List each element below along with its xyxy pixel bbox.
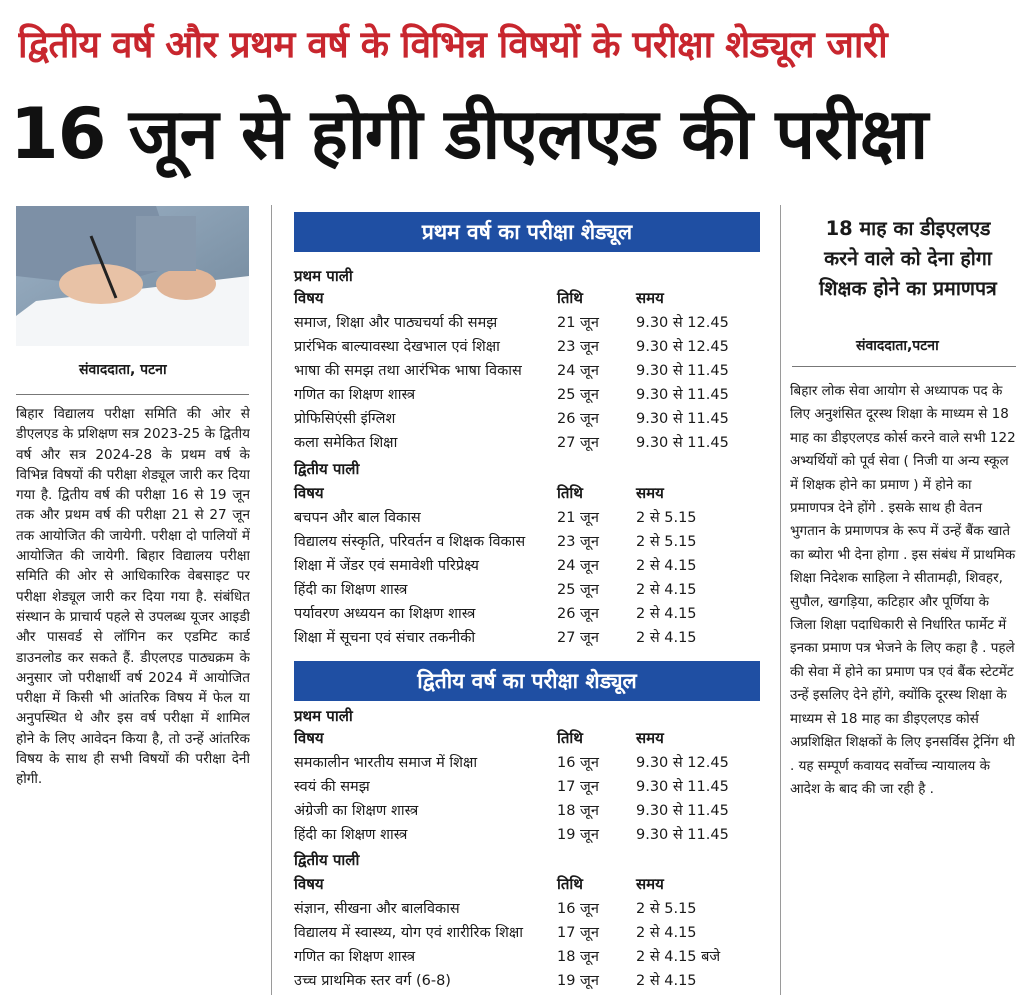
schedule-time: 2 से 4.15: [636, 582, 697, 598]
schedule-row: [294, 898, 764, 920]
left-article-text: बिहार विद्यालय परीक्षा समिति की ओर से डीएलएड के प्रशिक्षण सत्र 2023-25 के द्वितीय वर्ष और सत्र 2024-28 के प्रथम वर्ष के विभिन्न विषयों की परीक्षा शेड्यूल जारी कर दिया गया है. द्वितीय वर्ष की परीक्षा 16 से 19 जून तक और प्रथम वर्ष की परीक्षा 21 से 27 जून तक आयोजित की जायेगी. परीक्षा दो पालियों में आयोजित की जायेगी. बिहार विद्यालय परीक्षा समिति की ओर से आधिकारिक वेबसाइट पर परीक्षा शेड्यूल जारी कर दिया गया है. संबंधित संस्थान के प्राचार्य पहले से उपलब्ध यूजर आइडी और पासवर्ड से लॉगिन कर एडमिट कार्ड डाउनलोड कर सकते हैं. डीएलएड पाठ्यक्रम के अनुसार जो परीक्षार्थी वर्ष 2024 में आयोजित परीक्षा में किसी भी आंतरिक विषय में फेल या अनुपस्थित थे और इस वर्ष परीक्षा में शामिल होने के लिए आवेदन किया है, तो उन्हें आंतरिक विषय के साथ ही सभी विषयों की परीक्षा देनी होगी.: [16, 406, 250, 788]
header-date: तिथि: [557, 875, 583, 893]
schedule-date: 17 जून: [557, 925, 599, 941]
schedule-time: 9.30 से 11.45: [636, 411, 729, 427]
schedule-row: [294, 946, 764, 968]
left-byline: संवाददाता, पटना: [79, 362, 167, 378]
schedule-time: 2 से 5.15: [636, 534, 697, 550]
schedule-row: [294, 336, 764, 358]
second-year-shift1-label: प्रथम पाली: [294, 707, 353, 725]
first-year-shift1-label: प्रथम पाली: [294, 267, 353, 285]
schedule-time: 9.30 से 11.45: [636, 779, 729, 795]
schedule-date: 23 जून: [557, 534, 599, 550]
schedule-time: 9.30 से 11.45: [636, 387, 729, 403]
schedule-time: 9.30 से 11.45: [636, 827, 729, 843]
schedule-row: [294, 507, 764, 529]
schedule-time: 2 से 4.15: [636, 630, 697, 646]
right-article-text: बिहार लोक सेवा आयोग से अध्यापक पद के लिए अनुशंसित दूरस्थ शिक्षा के माध्यम से 18 माह का डीइएलएड कोर्स करने वाले सभी 122 अभ्यर्थियों को पूर्व सेवा ( निजी या अन्य स्कूल में शिक्षक होने का प्रमाण ) में होने का प्रमाणपत्र देने होंगे . इसके साथ ही वेतन भुगतान के प्रमाणपत्र के रूप में उन्हें बैंक खाते का ब्योरा भी देना होगा . इस संबंध में प्राथमिक शिक्षा निदेशक साहिला ने सीतामढ़ी, शिवहर, सुपौल, खगड़िया, कटिहार और पूर्णिया के जिला शिक्षा पदाधिकारी से निर्धारित फार्मेट में इनका प्रमाण पत्र भेजने के लिए कहा है . पहले की सेवा में होने का प्रमाण पत्र एवं बैंक स्टेटमेंट उन्हें इसलिए देने होंगे, क्योंकि दूरस्थ शिक्षा के माध्यम से 18 माह का डीइएलएड कोर्स अप्रशिक्षित शिक्षकों के लिए इनसर्विस ट्रेनिंग थी . यह सम्पूर्ण कवायद सर्वोच्च न्यायालय के आदेश के बाद की जा रही है .: [790, 383, 1016, 797]
schedule-row: [294, 312, 764, 334]
right-headline: [798, 214, 1018, 304]
schedule-subject: बचपन और बाल विकास: [294, 510, 421, 526]
schedule-date: 25 जून: [557, 387, 599, 403]
schedule-date: 27 जून: [557, 630, 599, 646]
schedule-row: [294, 603, 764, 625]
schedule-row: [294, 627, 764, 649]
schedule-row: [294, 360, 764, 382]
schedule-date: 17 जून: [557, 779, 599, 795]
schedule-subject: हिंदी का शिक्षण शास्त्र: [294, 582, 408, 598]
writing-hand-photo: [16, 206, 249, 346]
right-headline-line: 18 माह का डीइएलएड: [825, 217, 991, 240]
schedule-row: [294, 384, 764, 406]
schedule-date: 18 जून: [557, 949, 599, 965]
schedule-subject: गणित का शिक्षण शास्त्र: [294, 949, 416, 965]
header-date: तिथि: [557, 289, 583, 307]
schedule-date: 18 जून: [557, 803, 599, 819]
header-date: तिथि: [557, 729, 583, 747]
left-byline-rule: [16, 394, 249, 395]
schedule-time: 9.30 से 12.45: [636, 755, 729, 771]
schedule-date: 27 जून: [557, 435, 599, 451]
schedule-date: 16 जून: [557, 755, 599, 771]
schedule-row: [294, 922, 764, 944]
schedule-subject: विद्यालय में स्वास्थ्य, योग एवं शारीरिक शिक्षा: [294, 925, 523, 941]
first-year-title: प्रथम वर्ष का परीक्षा शेड्यूल: [421, 220, 633, 244]
schedule-row: [294, 579, 764, 601]
left-article-body: [16, 404, 250, 1000]
right-byline-rule: [792, 366, 1016, 367]
header-time: समय: [636, 875, 664, 893]
header-subject: विषय: [294, 484, 324, 502]
schedule-subject: समाज, शिक्षा और पाठ्यचर्या की समझ: [294, 315, 498, 331]
schedule-time: 9.30 से 11.45: [636, 803, 729, 819]
schedule-time: 9.30 से 11.45: [636, 363, 729, 379]
schedule-time: 9.30 से 11.45: [636, 435, 729, 451]
header-time: समय: [636, 289, 664, 307]
schedule-time: 2 से 5.15: [636, 510, 697, 526]
schedule-subject: उच्च प्राथमिक स्तर वर्ग (6-8): [294, 973, 451, 989]
schedule-subject: शिक्षा में जेंडर एवं समावेशी परिप्रेक्ष्य: [294, 558, 479, 574]
headline: 16 जून से होगी डीएलएड की परीक्षा: [10, 93, 928, 175]
schedule-time: 9.30 से 12.45: [636, 315, 729, 331]
schedule-time: 9.30 से 12.45: [636, 339, 729, 355]
schedule-time: 2 से 4.15: [636, 973, 697, 989]
right-headline-line: शिक्षक होने का प्रमाणपत्र: [819, 277, 997, 300]
schedule-date: 16 जून: [557, 901, 599, 917]
header-subject: विषय: [294, 729, 324, 747]
schedule-subject: कला समेकित शिक्षा: [294, 435, 398, 451]
schedule-subject: स्वयं की समझ: [294, 779, 370, 795]
schedule-subject: हिंदी का शिक्षण शास्त्र: [294, 827, 408, 843]
column-divider-left: [271, 205, 272, 995]
schedule-row: [294, 408, 764, 430]
schedule-row: [294, 531, 764, 553]
first-year-title-band: [294, 212, 760, 252]
schedule-date: 19 जून: [557, 973, 599, 989]
schedule-date: 23 जून: [557, 339, 599, 355]
schedule-row: [294, 800, 764, 822]
header-time: समय: [636, 484, 664, 502]
schedule-time: 2 से 4.15: [636, 925, 697, 941]
schedule-time: 2 से 5.15: [636, 901, 697, 917]
schedule-time: 2 से 4.15 बजे: [636, 949, 721, 965]
schedule-row: [294, 752, 764, 774]
schedule-date: 21 जून: [557, 510, 599, 526]
schedule-subject: समकालीन भारतीय समाज में शिक्षा: [294, 755, 478, 771]
schedule-subject: अंग्रेजी का शिक्षण शास्त्र: [294, 803, 419, 819]
schedule-subject: भाषा की समझ तथा आरंभिक भाषा विकास: [294, 363, 522, 379]
second-year-title: द्वितीय वर्ष का परीक्षा शेड्यूल: [417, 669, 637, 693]
schedule-date: 21 जून: [557, 315, 599, 331]
second-year-shift2-header: [294, 874, 764, 896]
schedule-row: [294, 432, 764, 454]
right-article-body: [790, 380, 1016, 996]
header-subject: विषय: [294, 289, 324, 307]
schedule-date: 26 जून: [557, 606, 599, 622]
header-date: तिथि: [557, 484, 583, 502]
schedule-subject: विद्यालय संस्कृति, परिवर्तन व शिक्षक विकास: [294, 534, 526, 550]
schedule-date: 24 जून: [557, 558, 599, 574]
schedule-subject: प्रोफिसिएंसी इंग्लिश: [294, 411, 396, 427]
subheadline: द्वितीय वर्ष और प्रथम वर्ष के विभिन्न विषयों के परीक्षा शेड्यूल जारी: [18, 23, 888, 66]
schedule-date: 26 जून: [557, 411, 599, 427]
second-year-shift2-label: द्वितीय पाली: [294, 851, 360, 869]
schedule-date: 19 जून: [557, 827, 599, 843]
schedule-subject: पर्यावरण अध्ययन का शिक्षण शास्त्र: [294, 606, 476, 622]
schedule-subject: प्रारंभिक बाल्यावस्था देखभाल एवं शिक्षा: [294, 339, 500, 355]
second-year-title-band: [294, 661, 760, 701]
schedule-row: [294, 824, 764, 846]
schedule-subject: संज्ञान, सीखना और बालविकास: [294, 901, 460, 917]
schedule-date: 24 जून: [557, 363, 599, 379]
schedule-time: 2 से 4.15: [636, 558, 697, 574]
schedule-subject: शिक्षा में सूचना एवं संचार तकनीकी: [294, 630, 476, 646]
column-divider-right: [780, 205, 781, 995]
right-byline: संवाददाता,पटना: [856, 338, 939, 354]
second-year-shift1-header: [294, 728, 764, 750]
right-headline-line: करने वाले को देना होगा: [824, 247, 992, 270]
schedule-row: [294, 776, 764, 798]
first-year-shift1-header: [294, 288, 764, 310]
schedule-row: [294, 970, 764, 992]
first-year-shift2-label: द्वितीय पाली: [294, 460, 360, 478]
header-time: समय: [636, 729, 664, 747]
schedule-subject: गणित का शिक्षण शास्त्र: [294, 387, 416, 403]
first-year-shift2-header: [294, 483, 764, 505]
schedule-date: 25 जून: [557, 582, 599, 598]
header-subject: विषय: [294, 875, 324, 893]
schedule-time: 2 से 4.15: [636, 606, 697, 622]
schedule-row: [294, 555, 764, 577]
